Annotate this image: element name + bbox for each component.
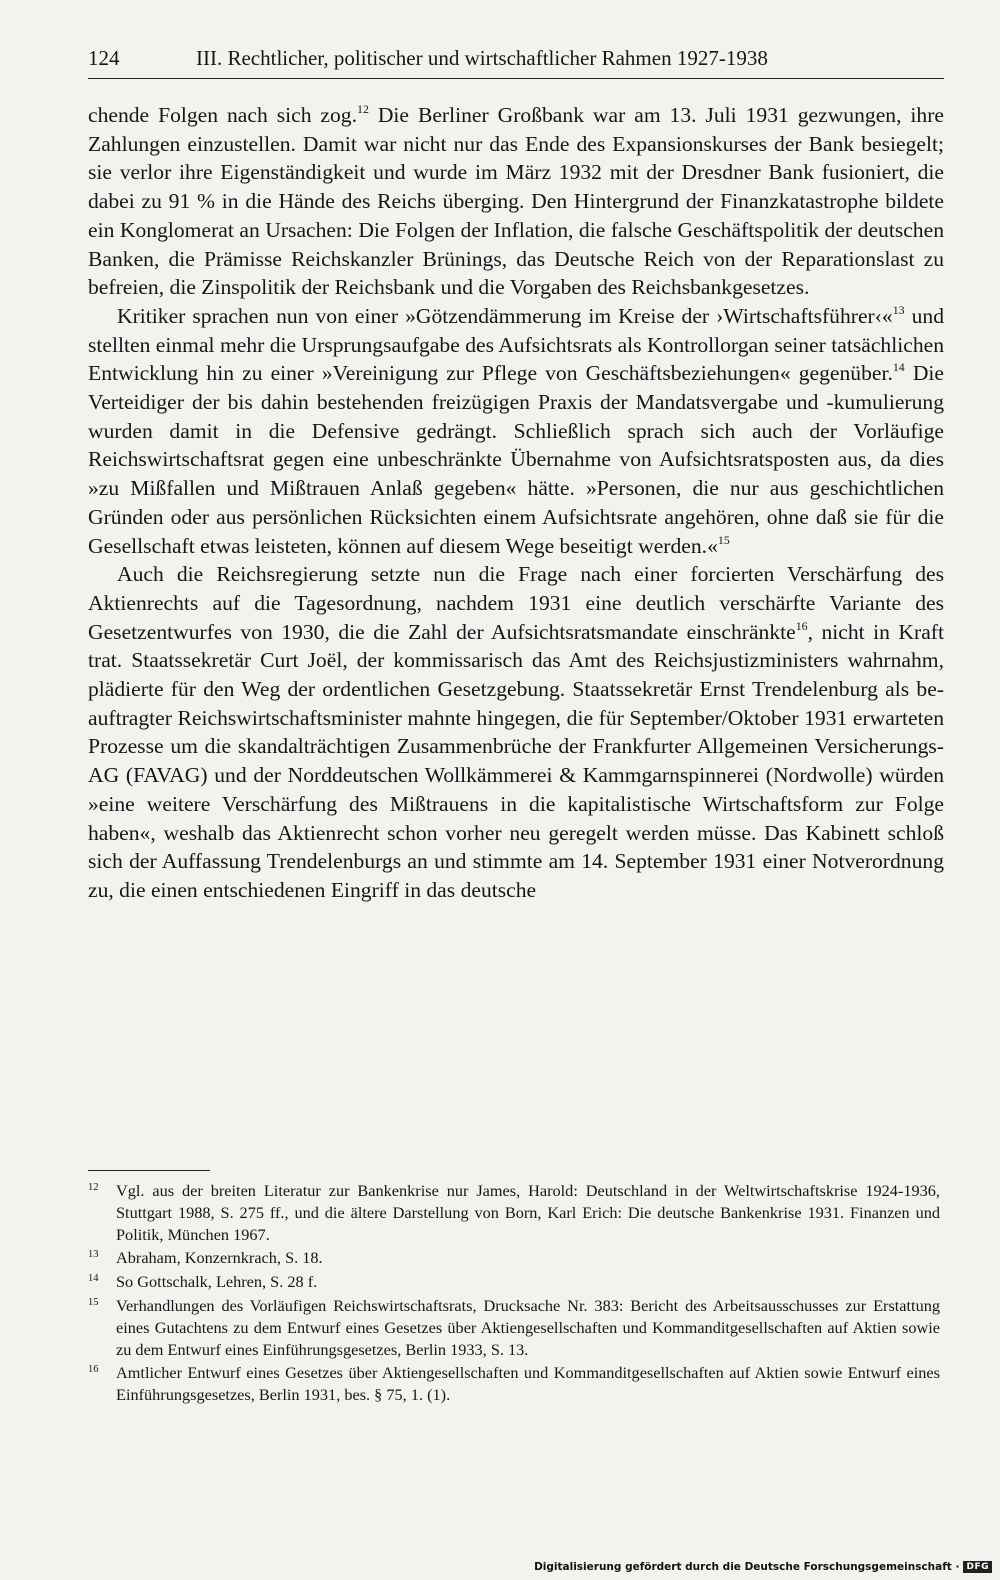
- footnote-reference: 12: [357, 102, 369, 117]
- footnote-reference: 15: [717, 532, 730, 547]
- main-text: [88, 101, 944, 905]
- footnote-separator: [88, 1170, 210, 1171]
- text-segment: Die Berliner Großbank war am 13. Juli 1931 gezwungen, ihre Zahlungen einzustellen. Damit war nicht nur das Ende des Expansionskurses der Bank besiegelt; sie verlor ihre Eigenständigkeit und wurde im März 1932 mit der Dresdner Bank fusioniert, die dabei zu 91 % in die Hände des Reichs überging. Den Hintergrund der Finanzkatastrophe bildete ein Konglomerat an Ursachen: Die Folgen der Inflation, die falsche Geschäftspolitik der deutschen Banken, die Prämisse Reichskanzler Brünings, das Deutsche Reich von der Reparationslast zu befreien, die Zinspolitik der Reichsbank und die Vorgaben des Reichsbankgesetzes.: [88, 103, 944, 300]
- footnote-reference: 16: [795, 618, 808, 633]
- text-segment: Auch die Reichsregierung setzte nun die Frage nach einer forcierten Verschärfung des Aktienrechts auf die Tagesordnung, nachdem 1931 eine deutlich verschärfte Variante des Gesetzentwurfes von 1930, die die Zahl der Aufsichtsratsmandate einschränkte: [88, 562, 944, 644]
- footnote: [88, 1180, 940, 1245]
- footnote-text: Vgl. aus der breiten Literatur zur Bankenkrise nur James, Harold: Deutschland in der Weltwirtschaftskrise 1924-1936, Stuttgart 1988, S. 275 ff., und die ältere Darstellung von Born, Karl Erich: Die deutsche Bankenkrise 1931. Finanzen und Politik, München 1967.: [116, 1181, 940, 1244]
- paragraph: [88, 101, 944, 302]
- footnote-text: Abraham, Konzernkrach, S. 18.: [116, 1248, 323, 1268]
- footnote-reference: 13: [892, 303, 905, 318]
- footnote: [88, 1295, 940, 1360]
- footnote-number: 15: [88, 1296, 99, 1308]
- footnote: [88, 1247, 940, 1269]
- footnote-number: 16: [88, 1364, 99, 1376]
- text-segment: Die Verteidiger der bis dahin bestehenden freizügigen Praxis der Mandatsvergabe und -kumulierung wurden damit in die Defensive gedrängt. Schließlich sprach sich auch der Vorläufige Reichswirtschaftsrat gegen eine unbeschränkte Übernahme von Aufsichtsratsposten aus, da dies »zu Mißfallen und Mißtrauen Anlaß gegeben« hätte. »Personen, die nur aus geschichtlichen Gründen oder aus persönlichen Rücksichten einem Aufsichtsrate angehören, ohne daß sie für die Gesellschaft etwas leisteten, können auf diesem Wege beseitigt werden.«: [88, 361, 944, 558]
- page-number: 124: [88, 46, 120, 70]
- footnote: [88, 1271, 940, 1293]
- text-segment: chende Folgen nach sich zog.: [88, 103, 358, 127]
- footnotes: [88, 1180, 940, 1408]
- dfg-logo-icon: DFG: [963, 1561, 992, 1573]
- footnote-number: 13: [88, 1249, 99, 1261]
- digitization-credit: [534, 1561, 992, 1573]
- footnote-number: 14: [88, 1273, 99, 1285]
- footnote-text: Verhandlungen des Vorläufigen Reichswirtschaftsrats, Drucksache Nr. 383: Bericht des Arbeitsausschusses zur Erstattung eines Gutachtens zu dem Entwurf eines Gesetzes über Aktiengesellschaften und Kommanditgesellschaften auf Aktien sowie zu dem Entwurf eines Einführungsgesetzes, Berlin 1933, S. 13.: [116, 1295, 940, 1359]
- text-segment: und stellten einmal mehr die Ursprungsaufgabe des Aufsichtsrats als Kontrollorgan seiner tatsächlichen Entwicklung hin zu einer »Vereinigung zur Pflege von Geschäftsbeziehungen« gegenüber.: [88, 303, 944, 386]
- text-segment: , nicht in Kraft trat. Staatssekretär Curt Joël, der kommissarisch das Amt des Reichsjustizministers wahrnahm, plädierte für den Weg der ordentlichen Gesetzgebung. Staatssekretär Ernst Trendelenburg als beauftragter Reichswirtschaftsminister mahnte hingegen, die für September/Oktober 1931 erwarteten Prozesse um die skandalträchtigen Zusammenbrüche der Frankfurter Allgemeinen Versicherungs-AG (FAVAG) und der Norddeutschen Wollkämmerei & Kammgarnspinnerei (Nordwolle) würden »eine weitere Verschärfung des Mißtrauens in die kapitalistische Wirtschaftsform zur Folge haben«, weshalb das Aktienrecht schon vorher neu geregelt werden müsse. Das Kabinett schloß sich der Auffassung Trendelenburgs an und stimmte am 14. September 1931 einer Notverordnung zu, die einen entschiedenen Eingriff in das deutsche: [88, 619, 944, 902]
- running-title: III. Rechtlicher, politischer und wirtschaftlicher Rahmen 1927-1938: [196, 46, 768, 70]
- paragraph: [88, 560, 944, 904]
- running-header: [88, 44, 944, 79]
- paragraph: [88, 302, 944, 560]
- footnote: [88, 1362, 940, 1406]
- footnote-number: 12: [88, 1182, 99, 1193]
- footnote-text: So Gottschalk, Lehren, S. 28 f.: [116, 1272, 318, 1292]
- credit-text: Digitalisierung gefördert durch die Deutsche Forschungsgemeinschaft ·: [534, 1561, 960, 1573]
- footnote-text: Amtlicher Entwurf eines Gesetzes über Aktiengesellschaften und Kommanditgesellschaften auf Aktien sowie Entwurf eines Einführungsgesetzes, Berlin 1931, bes. § 75, 1. (1).: [116, 1363, 940, 1405]
- footnote-reference: 14: [892, 360, 905, 375]
- text-segment: Kritiker sprachen nun von einer »Götzendämmerung im Kreise der ›Wirtschaftsführer‹«: [117, 303, 893, 328]
